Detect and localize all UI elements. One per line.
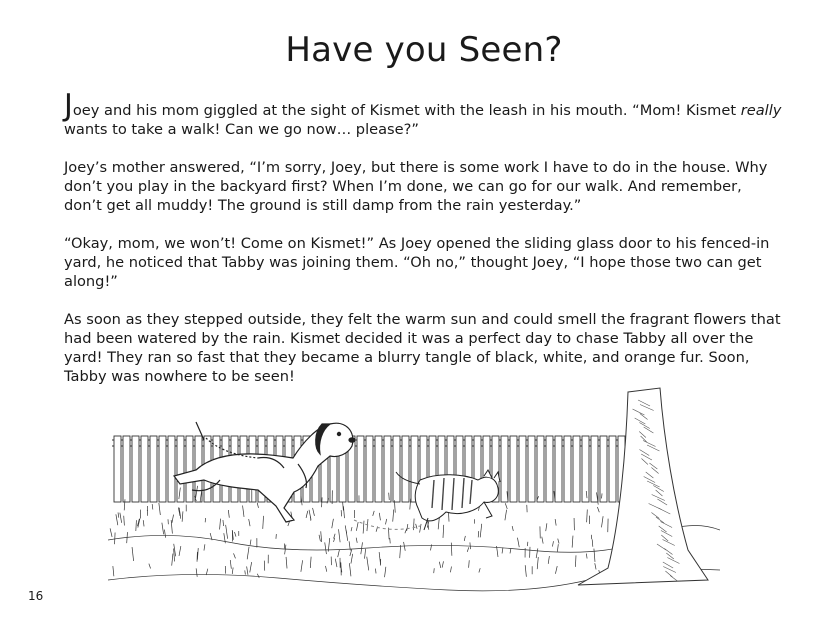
grass-blade (575, 555, 576, 566)
grass-blade (110, 528, 112, 537)
fence (112, 436, 643, 504)
paragraph-1-emphasis: really (740, 102, 782, 119)
grass-blade (601, 516, 603, 527)
grass-blade (204, 544, 205, 550)
fence-picket (132, 436, 139, 502)
grass-blade (247, 566, 248, 574)
grass-blade (325, 542, 327, 554)
grass-blade (172, 515, 174, 523)
grass-blade (172, 554, 173, 566)
grass-blade (480, 524, 482, 538)
story-text (64, 88, 784, 405)
grass-blade (232, 567, 233, 573)
fence-picket (519, 436, 526, 502)
grass-blade (420, 524, 421, 533)
grass-blade (546, 523, 547, 531)
grass-blade (182, 511, 183, 521)
grass-blade (512, 526, 513, 531)
grass-blade (537, 557, 538, 569)
grass-blade (351, 527, 352, 531)
grass-blade (365, 549, 366, 559)
grass-blade (367, 557, 369, 571)
drop-cap: J (64, 88, 73, 123)
grass-blade (470, 542, 471, 549)
grass-blade (510, 548, 511, 553)
grass-blade (467, 547, 469, 552)
grass-blade (349, 563, 351, 576)
grass-blade (525, 565, 526, 577)
grass-blade (479, 568, 480, 572)
grass-blade (124, 516, 125, 526)
grass-blade (228, 510, 229, 518)
grass-blade (363, 521, 364, 534)
grass-blade (223, 520, 224, 526)
grass-blade (332, 519, 334, 528)
grass-blade (505, 510, 507, 521)
grass-blade (557, 544, 558, 552)
fence-picket (537, 436, 544, 502)
fence-picket (393, 436, 400, 502)
grass-blade (587, 509, 588, 522)
grass-blade (263, 516, 264, 529)
grass-blade (319, 535, 320, 541)
grass-blade (548, 556, 549, 564)
page-number: 16 (28, 589, 44, 603)
paragraph-3: “Okay, mom, we won’t! Come on Kismet!” As Joey opened the sliding glass door to his fenced-in yard, he noticed that Tabby was joining them. “Oh no,” thought Joey, “I hope those two can get along!” (64, 235, 770, 290)
grass-blade (113, 566, 114, 576)
fence-picket (564, 436, 571, 502)
grass-blade (339, 529, 341, 542)
page-title: Have you Seen? (285, 30, 563, 70)
grass-blade (243, 506, 244, 517)
grass-blade (245, 570, 246, 574)
grass-blade (230, 560, 231, 569)
grass-blade (118, 512, 119, 517)
grass-blade (439, 562, 440, 568)
grass-blade (116, 514, 118, 525)
grass-blade (552, 541, 553, 546)
grass-blade (405, 528, 407, 533)
grass-blade (407, 524, 408, 531)
grass-blade (373, 511, 374, 516)
grass-blade (257, 574, 259, 578)
fence-picket (123, 436, 130, 502)
grass-blade (413, 519, 414, 531)
grass-blade (197, 548, 198, 560)
fence-picket (510, 436, 517, 502)
grass-blade (393, 510, 394, 522)
grass-blade (206, 569, 208, 575)
fence-picket (150, 436, 157, 502)
grass-blade (234, 532, 236, 537)
fence-picket (528, 436, 535, 502)
grass-blade (404, 542, 406, 551)
grass-blade (196, 568, 197, 576)
grass-blade (179, 546, 181, 556)
grass-blade (338, 550, 340, 557)
paragraph-4: As soon as they stepped outside, they felt the warm sun and could smell the fragrant flowers that had been watered by the rain. Kismet decided it was a perfect day to chase Tabby all over the yard! They ran so fast that they became a blurry tangle of black, white, and orange fur. Soon, Tabby was nowhere to be seen! (64, 311, 781, 385)
grass-blade (306, 511, 308, 518)
grass-blade (379, 513, 380, 520)
fence-picket (582, 436, 589, 502)
fence-picket (546, 436, 553, 502)
grass-blade (310, 557, 311, 568)
grass-blade (595, 563, 596, 569)
grass-blade (286, 557, 287, 568)
grass-blade (249, 519, 250, 526)
grass-blade (443, 525, 444, 538)
grass-blade (594, 549, 595, 562)
grass-blade (555, 519, 556, 525)
grass-blade (343, 506, 344, 518)
fence-picket (384, 436, 391, 502)
grass-blade (375, 569, 376, 574)
grass-blade (586, 554, 587, 559)
grass-blade (451, 543, 452, 556)
fence-picket (177, 436, 184, 502)
grass-blade (386, 519, 387, 525)
grass-blade (469, 560, 470, 568)
grass-blade (536, 548, 538, 558)
grass-blade (220, 519, 221, 530)
grass-blade (234, 553, 236, 558)
backyard-illustration (108, 380, 720, 595)
fence-picket (375, 436, 382, 502)
fence-picket (402, 436, 409, 502)
grass-blade (120, 513, 122, 523)
grass-blade (385, 567, 386, 577)
grass-blade (132, 547, 134, 561)
grass-blade (335, 559, 337, 567)
grass-blade (162, 523, 164, 535)
grass-blade (164, 530, 165, 538)
paragraph-1-part-2: wants to take a walk! Can we go now… please?” (64, 121, 419, 138)
grass-blade (250, 540, 251, 545)
fence-picket (168, 436, 175, 502)
paragraph-2: Joey’s mother answered, “I’m sorry, Joey, but there is some work I have to do in the house. Why don’t you play in the backyard first? When I’m done, we can go for our walk. And remember, don’t get all muddy! The ground is still damp from the rain yesterday.” (64, 159, 768, 214)
grass-blade (597, 507, 599, 512)
grass-blade (224, 533, 226, 543)
fence-picket (555, 436, 562, 502)
grass-blade (450, 567, 451, 573)
grass-blade (301, 560, 303, 572)
fence-picket (141, 436, 148, 502)
grass-blade (159, 503, 160, 515)
paragraph-1-part-1: oey and his mom giggled at the sight of Kismet with the leash in his mouth. “Mom! Kismet (72, 102, 741, 119)
grass-blade (115, 533, 116, 545)
fence-picket (591, 436, 598, 502)
grass-blade (572, 536, 573, 548)
grass-blade (416, 524, 417, 529)
fence-picket (609, 436, 616, 502)
grass-blade (346, 530, 348, 541)
grass-blade (400, 545, 401, 558)
fence-picket (357, 436, 364, 502)
grass-blade (502, 547, 503, 553)
grass-blade (127, 532, 128, 543)
grass-blade (555, 566, 557, 574)
grass-blade (542, 537, 543, 544)
grass-blade (136, 520, 137, 531)
grass-blade (309, 510, 311, 520)
grass-blade (438, 518, 439, 530)
fence-picket (159, 436, 166, 502)
fence-picket (186, 436, 193, 502)
grass-blade (285, 545, 286, 555)
grass-blade (505, 503, 507, 509)
grass-blade (325, 566, 326, 572)
grass-blade (356, 522, 358, 531)
grass-blade (226, 525, 228, 539)
grass-blade (558, 539, 559, 544)
grass-blade (442, 561, 443, 567)
grass-blade (247, 547, 249, 560)
grass-blade (464, 536, 465, 541)
grass-blade (356, 538, 357, 543)
grass-blade (313, 508, 315, 516)
paragraph-1 (64, 88, 784, 139)
grass-blade (592, 539, 593, 546)
grass-blade (152, 504, 153, 509)
grass-blade (434, 568, 435, 573)
grass-blade (250, 562, 252, 572)
fence-picket (573, 436, 580, 502)
grass-blade (143, 520, 144, 526)
grass-blade (478, 531, 479, 537)
grass-blade (351, 554, 353, 564)
grass-blade (517, 538, 519, 547)
grass-blade (321, 531, 322, 542)
fence-picket (366, 436, 373, 502)
fence-picket (600, 436, 607, 502)
grass-blade (149, 564, 151, 569)
fence-picket (114, 436, 121, 502)
